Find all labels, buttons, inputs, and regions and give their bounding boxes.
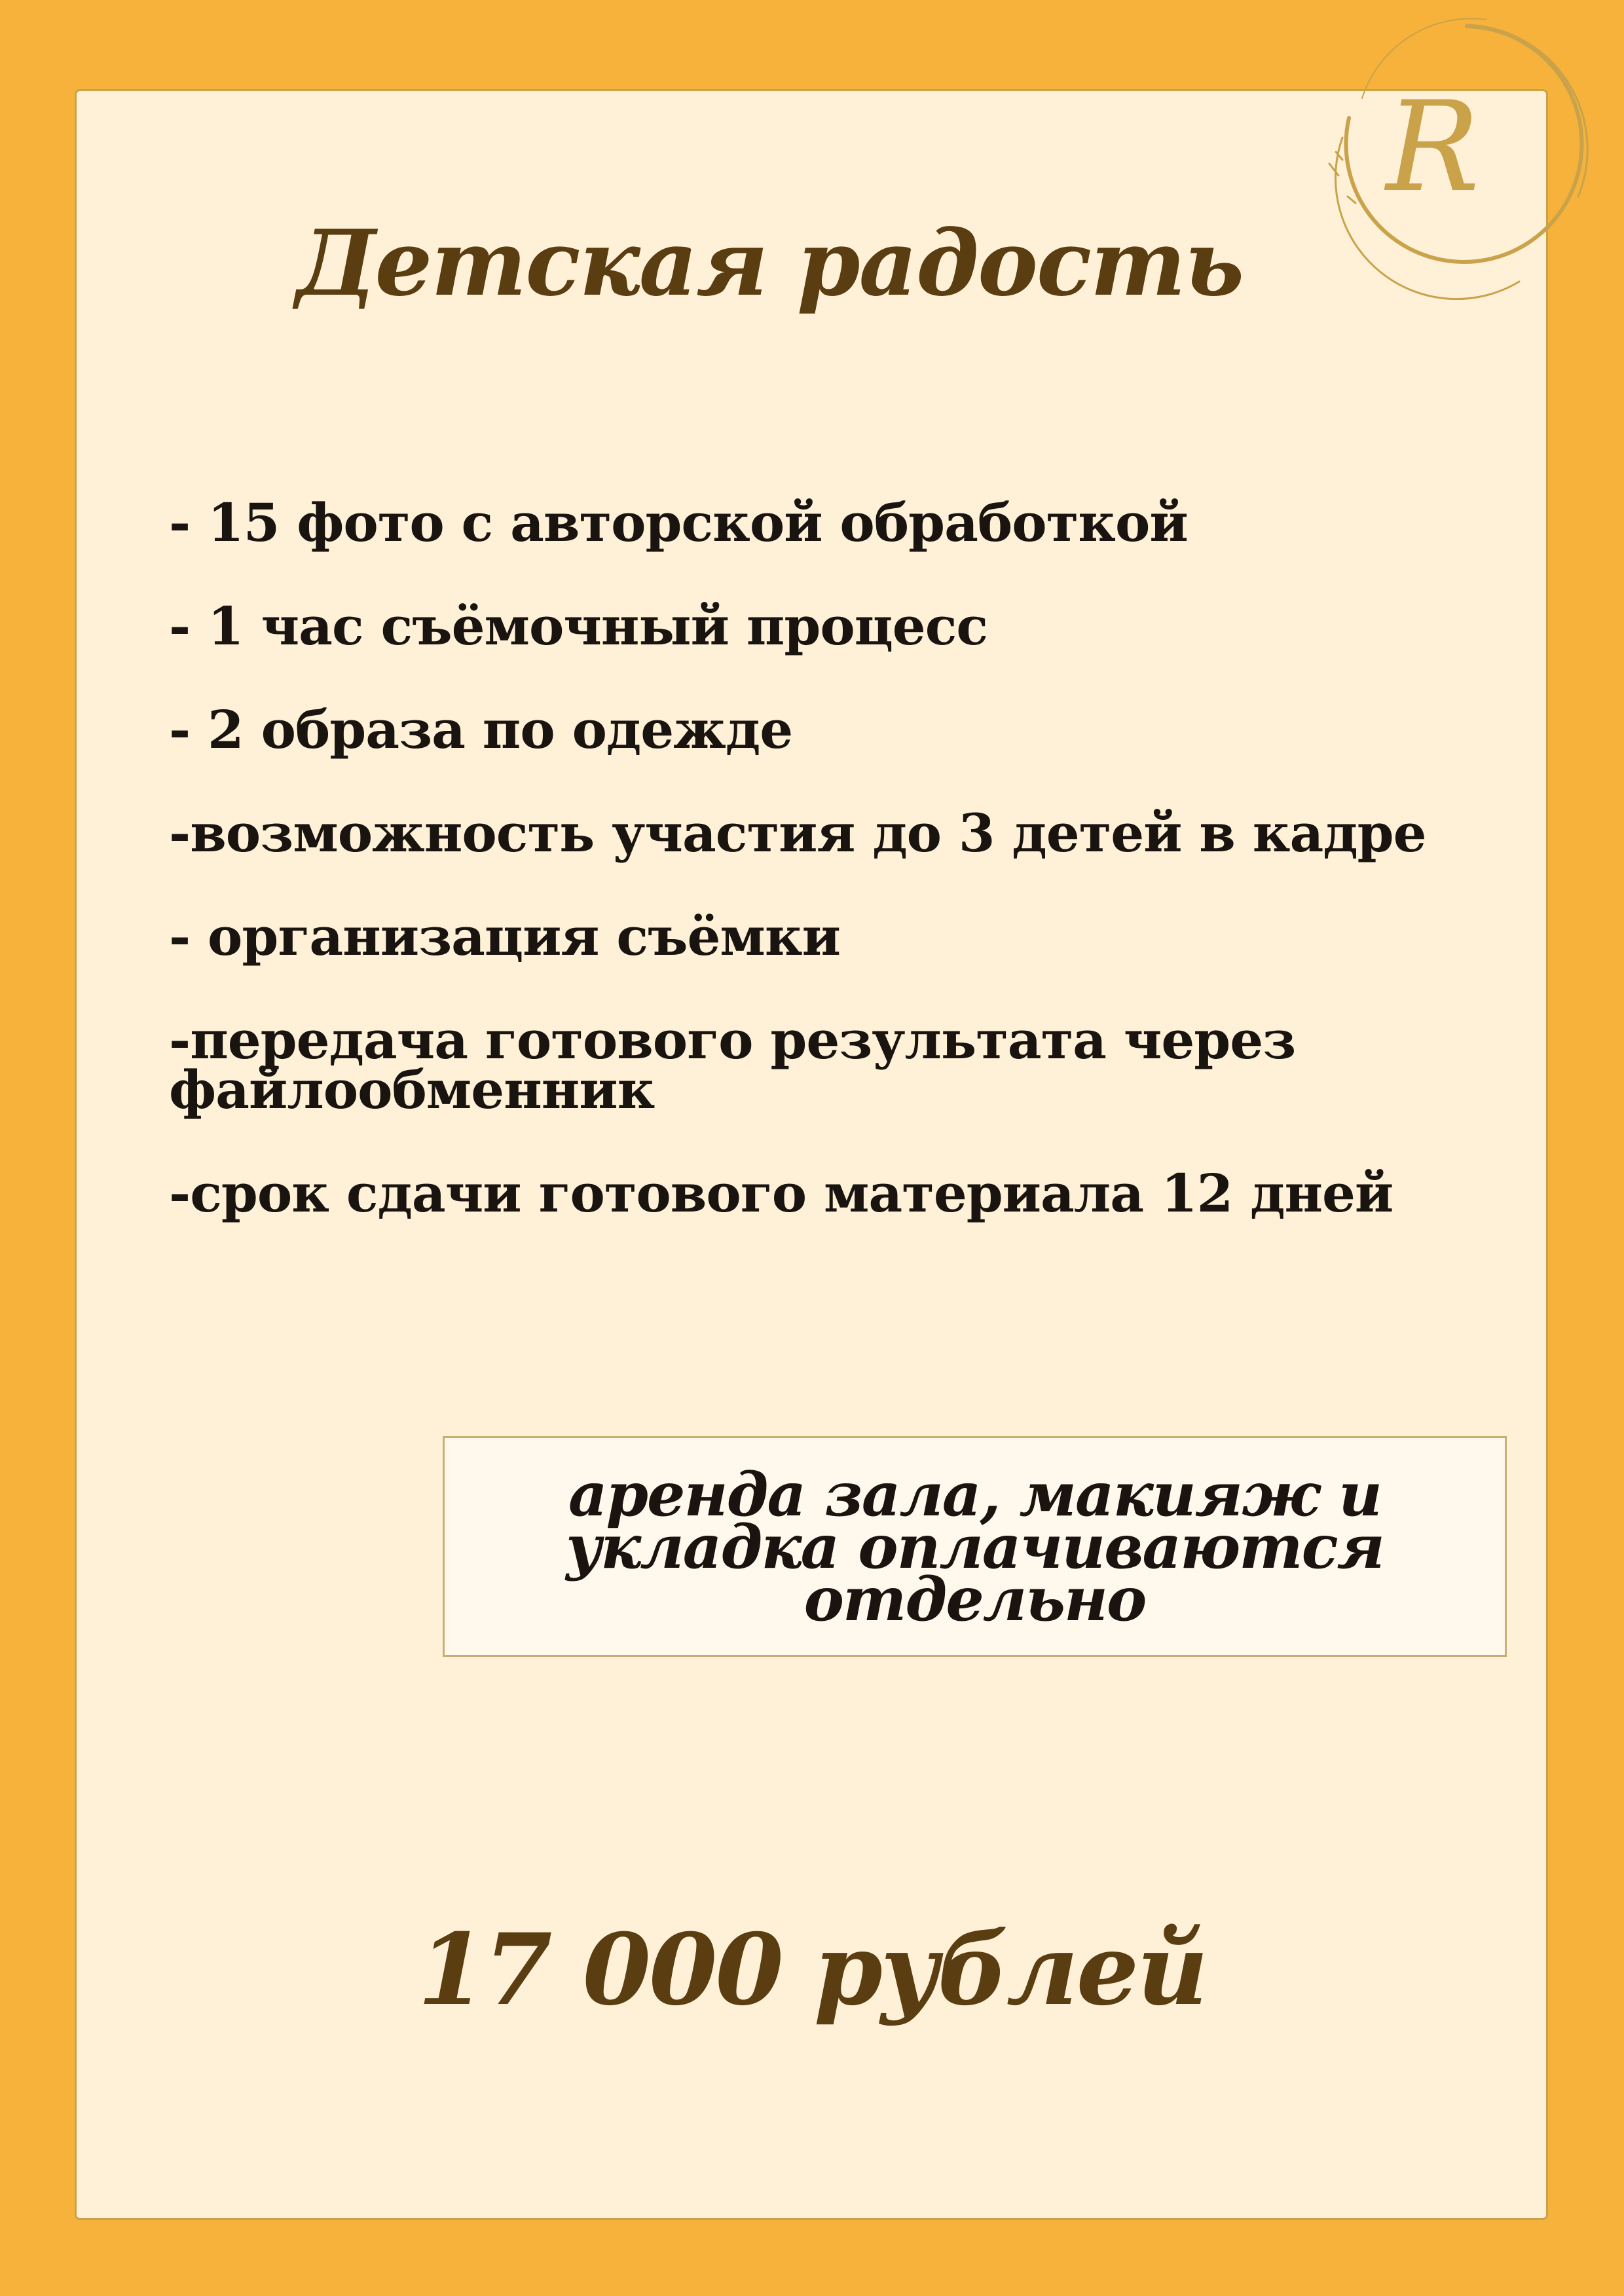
feature-item: - 1 час съёмочный процесс: [169, 595, 988, 657]
feature-item: - 2 образа по одежде: [169, 699, 793, 760]
feature-list: [169, 492, 1466, 1272]
logo-letter: R: [1386, 75, 1480, 219]
page-title: Детская радость: [295, 210, 1244, 316]
feature-item: - организация съёмки: [169, 906, 840, 967]
note-text: аренда зала, макияж и укладка оплачиваются отдельно: [566, 1458, 1384, 1635]
feature-item: -срок сдачи готового материала 12 дней: [169, 1162, 1393, 1224]
note-box: [443, 1436, 1507, 1657]
feature-item: - 15 фото с авторской обработкой: [169, 492, 1188, 553]
feature-item: -передача готового результата через файлообменник: [169, 1009, 1296, 1120]
price-label: 17 000 рублей: [417, 1912, 1207, 2028]
feature-item: -возможность участия до 3 детей в кадре: [169, 802, 1426, 864]
